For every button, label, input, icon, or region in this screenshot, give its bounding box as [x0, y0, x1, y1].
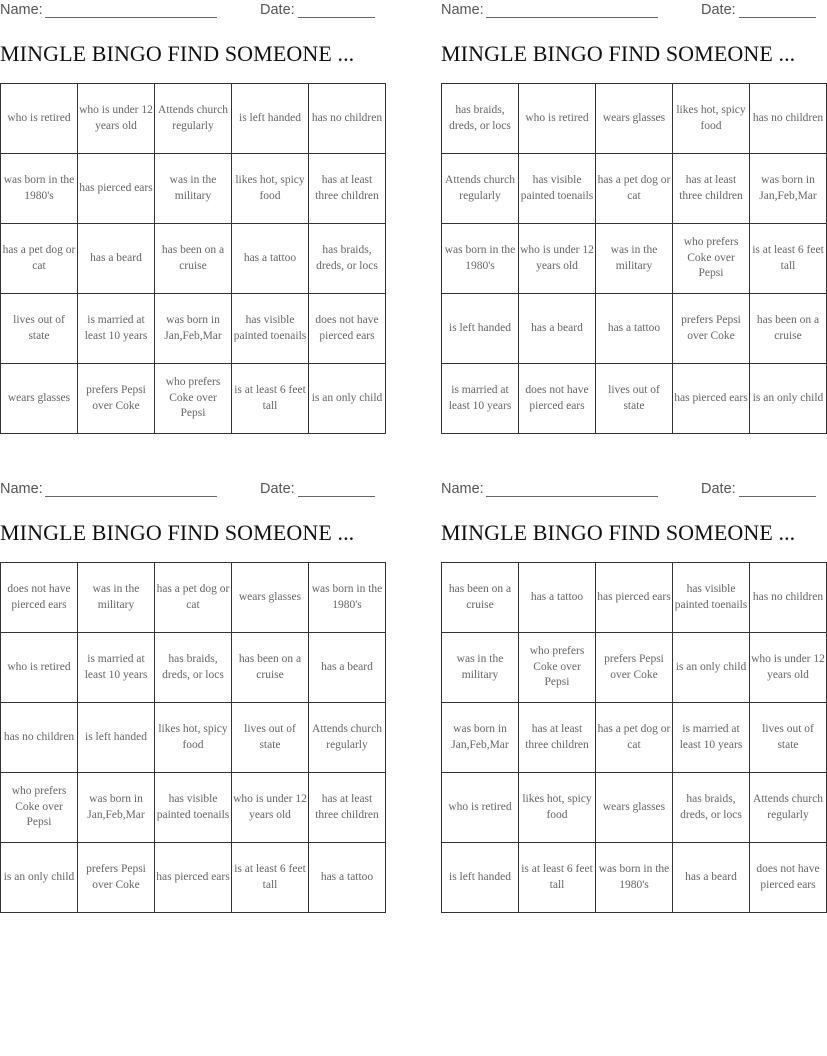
- bingo-cell: prefers Pepsi over Coke: [78, 364, 155, 434]
- date-label: Date:: [260, 481, 295, 497]
- grid-row: [442, 224, 827, 294]
- bingo-cell: was born in the 1980's: [442, 224, 519, 294]
- bingo-cell: who is under 12 years old: [78, 84, 155, 154]
- grid-row: [442, 294, 827, 364]
- bingo-cell: has no children: [750, 84, 827, 154]
- bingo-cell: has pierced ears: [78, 154, 155, 224]
- bingo-cell: who is under 12 years old: [232, 773, 309, 843]
- bingo-cell: wears glasses: [596, 773, 673, 843]
- bingo-cell: was in the military: [78, 563, 155, 633]
- grid-row: [442, 843, 827, 913]
- bingo-cell: has visible painted toenails: [232, 294, 309, 364]
- bingo-cell: does not have pierced ears: [1, 563, 78, 633]
- bingo-cell: has been on a cruise: [442, 563, 519, 633]
- date-blank: [739, 17, 816, 18]
- grid-row: [1, 154, 386, 224]
- bingo-cell: has a tattoo: [519, 563, 596, 633]
- bingo-cell: is left handed: [232, 84, 309, 154]
- bingo-cell: is an only child: [750, 364, 827, 434]
- bingo-cell: has a tattoo: [309, 843, 386, 913]
- grid-row: [442, 773, 827, 843]
- name-blank: [486, 17, 658, 18]
- bingo-cell: is an only child: [309, 364, 386, 434]
- name-label: Name:: [0, 2, 43, 18]
- bingo-cell: who prefers Coke over Pepsi: [673, 224, 750, 294]
- bingo-cell: has been on a cruise: [750, 294, 827, 364]
- bingo-cell: Attends church regularly: [309, 703, 386, 773]
- bingo-cell: has braids, dreds, or locs: [673, 773, 750, 843]
- grid-row: [1, 773, 386, 843]
- name-blank: [486, 496, 658, 497]
- bingo-cell: is left handed: [442, 843, 519, 913]
- bingo-cell: Attends church regularly: [750, 773, 827, 843]
- bingo-cell: was born in Jan,Feb,Mar: [155, 294, 232, 364]
- bingo-grid: [441, 83, 827, 434]
- bingo-cell: has a beard: [673, 843, 750, 913]
- grid-row: [1, 224, 386, 294]
- date-label: Date:: [701, 481, 736, 497]
- card-title: MINGLE BINGO FIND SOMEONE ...: [441, 41, 796, 66]
- bingo-cell: has visible painted toenails: [519, 154, 596, 224]
- grid-row: [1, 633, 386, 703]
- bingo-cell: who prefers Coke over Pepsi: [1, 773, 78, 843]
- bingo-cell: has a pet dog or cat: [1, 224, 78, 294]
- bingo-cell: prefers Pepsi over Coke: [78, 843, 155, 913]
- bingo-cell: who prefers Coke over Pepsi: [519, 633, 596, 703]
- bingo-cell: has pierced ears: [596, 563, 673, 633]
- date-blank: [298, 496, 375, 497]
- date-blank: [298, 17, 375, 18]
- bingo-cell: has a tattoo: [596, 294, 673, 364]
- bingo-cell: has pierced ears: [673, 364, 750, 434]
- bingo-cell: has braids, dreds, or locs: [309, 224, 386, 294]
- bingo-cell: is at least 6 feet tall: [232, 843, 309, 913]
- bingo-cell: has at least three children: [673, 154, 750, 224]
- name-label: Name:: [0, 481, 43, 497]
- bingo-cell: Attends church regularly: [155, 84, 232, 154]
- bingo-cell: does not have pierced ears: [309, 294, 386, 364]
- bingo-cell: wears glasses: [1, 364, 78, 434]
- bingo-cell: has braids, dreds, or locs: [155, 633, 232, 703]
- bingo-cell: who is retired: [442, 773, 519, 843]
- card-title: MINGLE BINGO FIND SOMEONE ...: [441, 520, 796, 545]
- bingo-cell: has a pet dog or cat: [596, 154, 673, 224]
- bingo-cell: was born in Jan,Feb,Mar: [442, 703, 519, 773]
- bingo-card-3: [0, 479, 383, 919]
- bingo-cell: who prefers Coke over Pepsi: [155, 364, 232, 434]
- name-date-line: [0, 2, 375, 20]
- name-blank: [45, 496, 217, 497]
- bingo-cell: is married at least 10 years: [673, 703, 750, 773]
- bingo-cell: is an only child: [1, 843, 78, 913]
- bingo-cell: has braids, dreds, or locs: [442, 84, 519, 154]
- bingo-cell: has visible painted toenails: [155, 773, 232, 843]
- bingo-cell: likes hot, spicy food: [232, 154, 309, 224]
- bingo-cell: who is retired: [519, 84, 596, 154]
- bingo-cell: who is retired: [1, 84, 78, 154]
- bingo-cell: has no children: [309, 84, 386, 154]
- bingo-cell: has a pet dog or cat: [155, 563, 232, 633]
- bingo-cell: has at least three children: [519, 703, 596, 773]
- bingo-cell: is married at least 10 years: [78, 633, 155, 703]
- bingo-grid: [0, 562, 386, 913]
- bingo-cell: has at least three children: [309, 773, 386, 843]
- bingo-cell: is married at least 10 years: [78, 294, 155, 364]
- bingo-cell: lives out of state: [596, 364, 673, 434]
- bingo-cell: has visible painted toenails: [673, 563, 750, 633]
- grid-row: [442, 364, 827, 434]
- grid-row: [1, 364, 386, 434]
- bingo-cell: was born in the 1980's: [596, 843, 673, 913]
- bingo-cell: was in the military: [155, 154, 232, 224]
- bingo-cell: who is retired: [1, 633, 78, 703]
- bingo-cell: has been on a cruise: [232, 633, 309, 703]
- name-label: Name:: [441, 2, 484, 18]
- bingo-cell: was born in the 1980's: [1, 154, 78, 224]
- name-blank: [45, 17, 217, 18]
- grid-row: [1, 703, 386, 773]
- bingo-cell: was in the military: [442, 633, 519, 703]
- bingo-card-1: [0, 0, 383, 440]
- bingo-cell: has at least three children: [309, 154, 386, 224]
- bingo-cell: has a tattoo: [232, 224, 309, 294]
- grid-row: [1, 563, 386, 633]
- grid-row: [442, 154, 827, 224]
- name-date-line: [0, 481, 375, 499]
- bingo-cell: is an only child: [673, 633, 750, 703]
- bingo-cell: is at least 6 feet tall: [750, 224, 827, 294]
- bingo-card-2: [441, 0, 824, 440]
- bingo-cell: lives out of state: [1, 294, 78, 364]
- grid-row: [442, 84, 827, 154]
- bingo-cell: lives out of state: [232, 703, 309, 773]
- grid-row: [1, 294, 386, 364]
- bingo-cell: is left handed: [78, 703, 155, 773]
- bingo-cell: has no children: [750, 563, 827, 633]
- date-label: Date:: [260, 2, 295, 18]
- bingo-cell: is at least 6 feet tall: [519, 843, 596, 913]
- date-blank: [739, 496, 816, 497]
- grid-row: [1, 843, 386, 913]
- bingo-cell: was in the military: [596, 224, 673, 294]
- bingo-cell: likes hot, spicy food: [673, 84, 750, 154]
- bingo-cell: is at least 6 feet tall: [232, 364, 309, 434]
- bingo-grid: [0, 83, 386, 434]
- bingo-cell: is left handed: [442, 294, 519, 364]
- bingo-cell: likes hot, spicy food: [155, 703, 232, 773]
- bingo-cell: has a beard: [78, 224, 155, 294]
- grid-row: [1, 84, 386, 154]
- bingo-cell: Attends church regularly: [442, 154, 519, 224]
- card-title: MINGLE BINGO FIND SOMEONE ...: [0, 520, 355, 545]
- bingo-cell: has a beard: [309, 633, 386, 703]
- bingo-cell: prefers Pepsi over Coke: [596, 633, 673, 703]
- bingo-cell: wears glasses: [596, 84, 673, 154]
- bingo-cell: has pierced ears: [155, 843, 232, 913]
- name-label: Name:: [441, 481, 484, 497]
- name-date-line: [441, 481, 816, 499]
- bingo-cell: is married at least 10 years: [442, 364, 519, 434]
- name-date-line: [441, 2, 816, 20]
- bingo-cell: who is under 12 years old: [750, 633, 827, 703]
- bingo-cell: was born in Jan,Feb,Mar: [750, 154, 827, 224]
- bingo-cell: wears glasses: [232, 563, 309, 633]
- bingo-cell: does not have pierced ears: [750, 843, 827, 913]
- date-label: Date:: [701, 2, 736, 18]
- card-title: MINGLE BINGO FIND SOMEONE ...: [0, 41, 355, 66]
- grid-row: [442, 703, 827, 773]
- bingo-cell: has a beard: [519, 294, 596, 364]
- bingo-card-4: [441, 479, 825, 919]
- bingo-grid: [441, 562, 827, 913]
- bingo-cell: has been on a cruise: [155, 224, 232, 294]
- bingo-cell: has a pet dog or cat: [596, 703, 673, 773]
- bingo-cell: does not have pierced ears: [519, 364, 596, 434]
- bingo-cell: likes hot, spicy food: [519, 773, 596, 843]
- bingo-cell: prefers Pepsi over Coke: [673, 294, 750, 364]
- bingo-cell: was born in Jan,Feb,Mar: [78, 773, 155, 843]
- bingo-cell: has no children: [1, 703, 78, 773]
- bingo-cell: lives out of state: [750, 703, 827, 773]
- bingo-cell: who is under 12 years old: [519, 224, 596, 294]
- bingo-cell: was born in the 1980's: [309, 563, 386, 633]
- grid-row: [442, 563, 827, 633]
- grid-row: [442, 633, 827, 703]
